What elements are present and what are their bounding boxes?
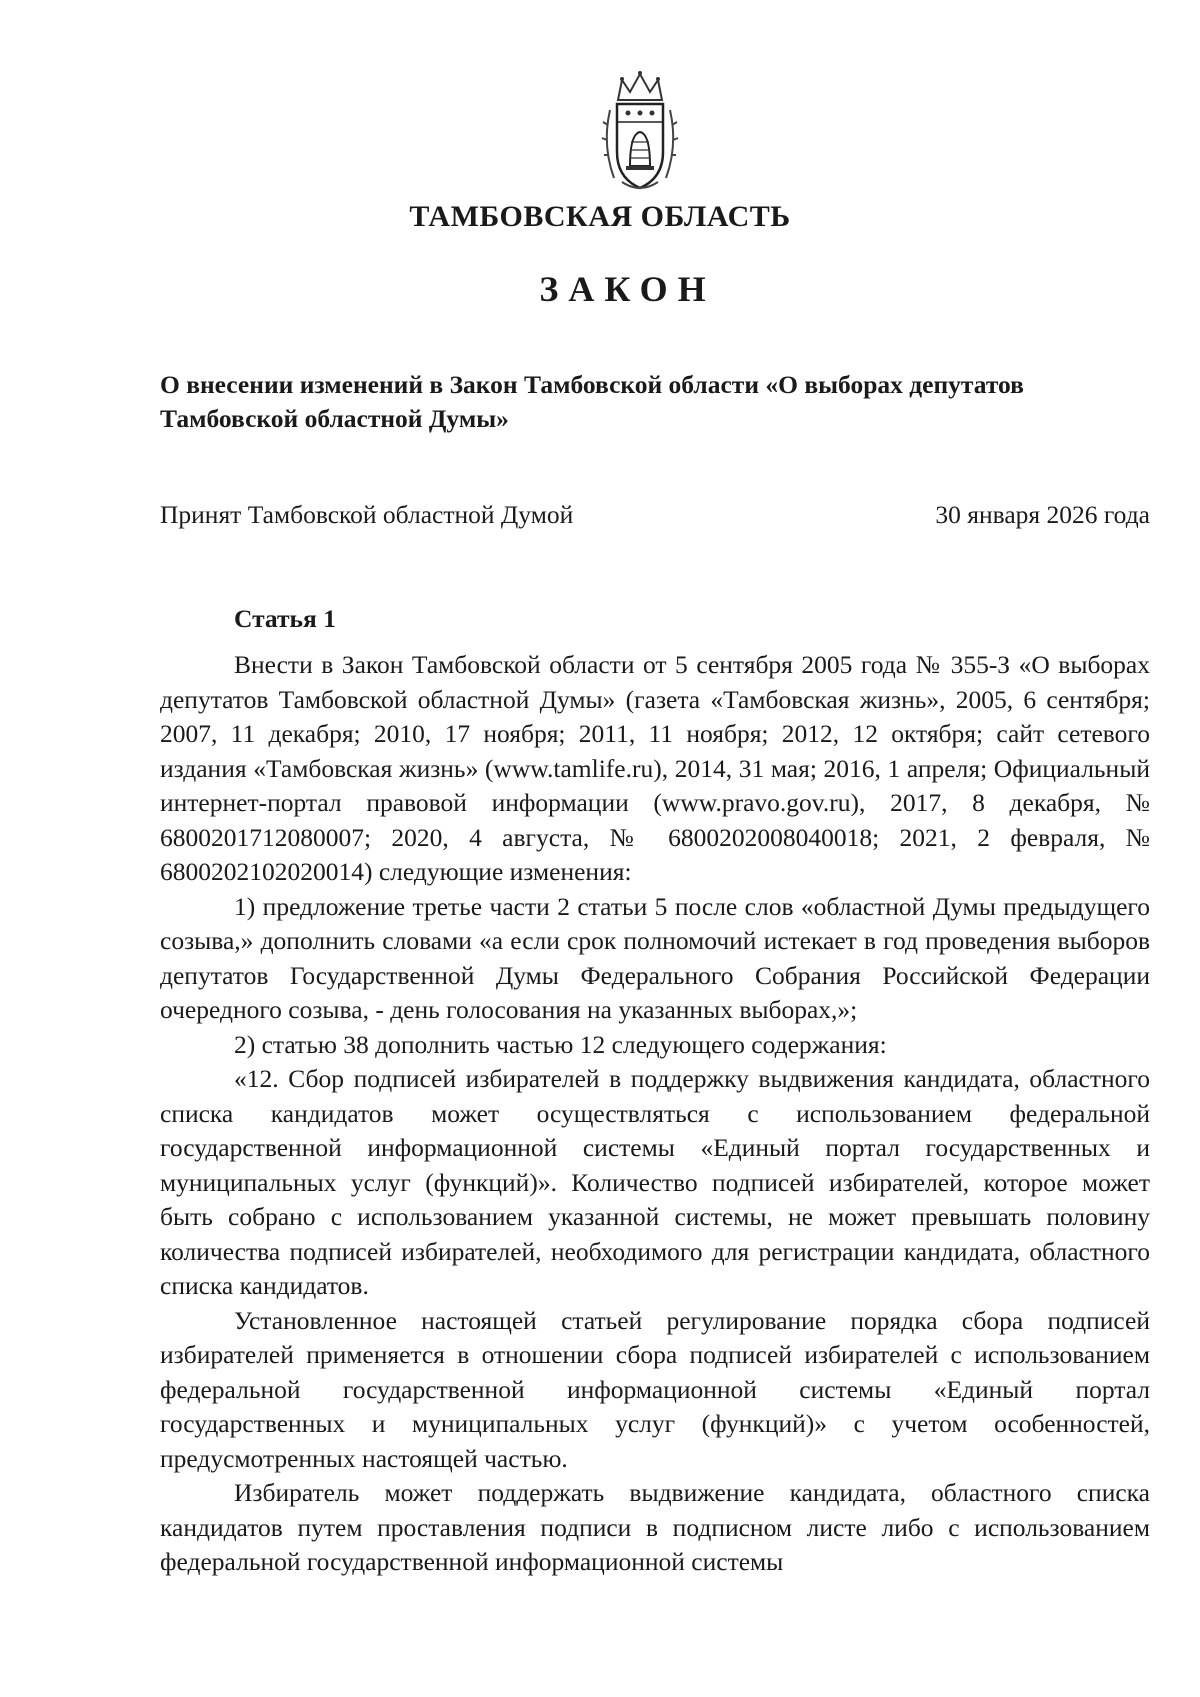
paragraph: «12. Сбор подписей избирателей в поддержку выдвижения кандидата, областного списка кандидатов может осуществляться с использованием федеральной государственной информационной системы «Единый портал государственных и муниципальных услуг (функций)». Количество подписей избирателей, которое может быть собрано с использованием указанной системы, не может превышать половину количества подписей избирателей, необходимого для регистрации кандидата, областного списка кандидатов.: [160, 1064, 1150, 1300]
document-type: ЗАКОН: [539, 269, 716, 309]
article-heading: Статья 1: [234, 604, 336, 633]
paragraph: Установленное настоящей статьей регулирование порядка сбора подписей избирателей применяется в отношении сбора подписей избирателей с использованием федеральной государственной информационной системы «Единый портал государственных и муниципальных услуг (функций)» с учетом особенностей, предусмотренных настоящей частью.: [160, 1305, 1150, 1473]
adopted-by: Принят Тамбовской областной Думой: [160, 500, 574, 529]
article-body: [160, 648, 1150, 1580]
tambov-coat-of-arms-icon: [600, 70, 680, 195]
paragraph: 2) статью 38 дополнить частью 12 следующего содержания:: [234, 1029, 887, 1059]
law-title: О внесении изменений в Закон Тамбовской области «О выборах депутатов Тамбовской областной Думы»: [160, 370, 1024, 433]
region-name: ТАМБОВСКАЯ ОБЛАСТЬ: [409, 200, 791, 233]
paragraph: Избиратель может поддержать выдвижение кандидата, областного списка кандидатов путем проставления подписи в подписном листе либо с использованием федеральной государственной информационной системы: [160, 1478, 1150, 1576]
paragraph: 1) предложение третье части 2 статьи 5 после слов «областной Думы предыдущего созыва,» дополнить словами «а если срок полномочий истекает в год проведения выборов депутатов Государственной Думы Федерального Собрания Российской Федерации очередного созыва, - день голосования на указанных выборах,»;: [160, 891, 1150, 1024]
paragraph: Внести в Закон Тамбовской области от 5 сентября 2005 года № 355-З «О выборах депутатов Тамбовской областной Думы» (газета «Тамбовская жизнь», 2005, 6 сентября; 2007, 11 декабря; 2010, 17 ноября; 2011, 11 ноября; 2012, 12 октября; сайт сетевого издания «Тамбовская жизнь» (www.tamlife.ru), 2014, 31 мая; 2016, 1 апреля; Официальный интернет-портал правовой информации (www.pravo.gov.ru), 2017, 8 декабря, № 6800201712080007; 2020, 4 августа, № 6800202008040018; 2021, 2 февраля, № 6800202102020014) следующие изменения:: [160, 650, 1150, 886]
adoption-date: 30 января 2026 года: [935, 500, 1150, 529]
